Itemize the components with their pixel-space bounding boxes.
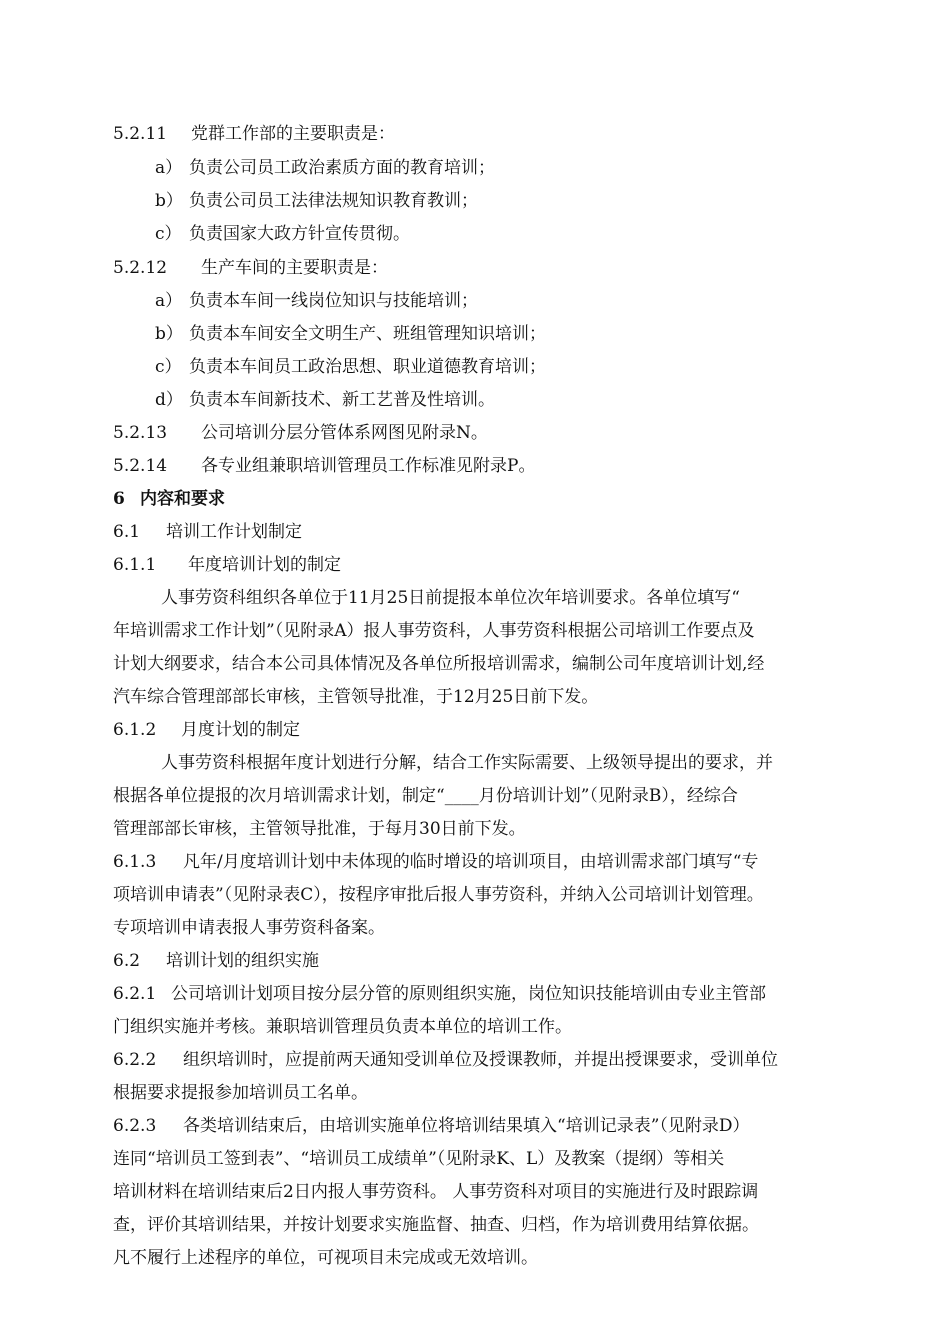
- list-item: [155, 388, 495, 412]
- clause-text: 各类培训结束后，由培训实施单位将培训结果填入“培训记录表”（见附录D）: [183, 1116, 750, 1136]
- list-text: 负责本车间新技术、新工艺普及性培训。: [189, 390, 495, 410]
- paragraph-line: 查，评价其培训结果，并按计划要求实施监督、抽查、归档，作为培训费用结算依据。: [113, 1215, 759, 1235]
- section-number: 6: [113, 489, 125, 509]
- paragraph-line: 门组织实施并考核。兼职培训管理员负责本单位的培训工作。: [113, 1017, 572, 1037]
- list-text: 负责本车间安全文明生产、班组管理知识培训；: [189, 324, 546, 344]
- section-title: 培训计划的组织实施: [166, 951, 319, 971]
- clause-text: 凡年/月度培训计划中未体现的临时增设的培训项目，由培训需求部门填写“专: [183, 852, 759, 872]
- paragraph-line: 连同“培训员工签到表”、“培训员工成绩单”（见附录K、L）及教案（提纲）等相关: [113, 1149, 725, 1169]
- paragraph-line: 项培训申请表”（见附录表C），按程序审批后报人事劳资科，并纳入公司培训计划管理。: [113, 885, 764, 905]
- clause-number: 5.2.11: [113, 124, 168, 144]
- paragraph-line: 根据要求提报参加培训员工名单。: [113, 1083, 368, 1103]
- section-heading-6-1-2: [113, 718, 300, 742]
- clause-number: 6.2.2: [113, 1050, 157, 1070]
- list-item: [155, 355, 546, 379]
- list-item: [155, 289, 478, 313]
- list-marker: b）: [155, 324, 183, 344]
- paragraph-line: 人事劳资科根据年度计划进行分解，结合工作实际需要、上级领导提出的要求，并: [161, 753, 773, 773]
- section-number: 6.1.2: [113, 720, 157, 740]
- section-title: 内容和要求: [140, 489, 225, 509]
- paragraph-line: 计划大纲要求，结合本公司具体情况及各单位所报培训需求，编制公司年度培训计划,经: [113, 654, 765, 674]
- section-number: 6.1.1: [113, 555, 157, 575]
- paragraph-line: 汽车综合管理部部长审核，主管领导批准，于12月25日前下发。: [113, 687, 599, 707]
- clause-number: 6.1.3: [113, 852, 157, 872]
- list-text: 负责公司员工法律法规知识教育教训；: [189, 191, 478, 211]
- clause-5-2-13: [113, 421, 488, 445]
- clause-text: 公司培训分层分管体系网图见附录N。: [201, 423, 488, 443]
- list-marker: c）: [155, 224, 182, 244]
- clause-number: 5.2.12: [113, 258, 168, 278]
- list-item: [155, 189, 478, 213]
- list-text: 负责本车间一线岗位知识与技能培训；: [189, 291, 478, 311]
- clause-6-2-2: [113, 1048, 778, 1072]
- clause-6-2-1: [113, 982, 766, 1006]
- paragraph-line: 管理部部长审核，主管领导批准，于每月30日前下发。: [113, 819, 526, 839]
- paragraph-line: 培训材料在培训结束后2日内报人事劳资科。 人事劳资科对项目的实施进行及时跟踪调: [113, 1182, 759, 1202]
- list-item: [155, 156, 495, 180]
- clause-5-2-14: [113, 454, 535, 478]
- paragraph-line: 专项培训申请表报人事劳资科备案。: [113, 918, 385, 938]
- list-text: 负责公司员工政治素质方面的教育培训；: [189, 158, 495, 178]
- clause-5-2-12: [113, 256, 388, 280]
- list-item: [155, 222, 410, 246]
- clause-6-2-3: [113, 1114, 750, 1138]
- clause-text: 各专业组兼职培训管理员工作标准见附录P。: [201, 456, 536, 476]
- paragraph-line: 年培训需求工作计划”（见附录A）报人事劳资科，人事劳资科根据公司培训工作要点及: [113, 621, 755, 641]
- section-number: 6.1: [113, 522, 141, 542]
- list-marker: b）: [155, 191, 183, 211]
- list-marker: a）: [155, 291, 183, 311]
- clause-6-1-3: [113, 850, 758, 874]
- paragraph-line: 人事劳资科组织各单位于11月25日前提报本单位次年培训要求。各单位填写“: [161, 588, 740, 608]
- clause-text: 党群工作部的主要职责是：: [191, 124, 395, 144]
- section-title: 月度计划的制定: [181, 720, 300, 740]
- list-marker: c）: [155, 357, 182, 377]
- clause-number: 5.2.13: [113, 423, 168, 443]
- list-text: 负责国家大政方针宣传贯彻。: [189, 224, 410, 244]
- paragraph-line: 凡不履行上述程序的单位，可视项目未完成或无效培训。: [113, 1248, 538, 1268]
- clause-5-2-11: [113, 122, 395, 146]
- section-heading-6-2: [113, 949, 319, 973]
- list-item: [155, 322, 546, 346]
- list-marker: a）: [155, 158, 183, 178]
- list-marker: d）: [155, 390, 183, 410]
- clause-number: 6.2.3: [113, 1116, 157, 1136]
- section-heading-6-1: [113, 520, 302, 544]
- clause-text: 公司培训计划项目按分层分管的原则组织实施，岗位知识技能培训由专业主管部: [171, 984, 766, 1004]
- clause-text: 生产车间的主要职责是：: [201, 258, 388, 278]
- list-text: 负责本车间员工政治思想、职业道德教育培训；: [189, 357, 546, 377]
- section-title: 年度培训计划的制定: [188, 555, 341, 575]
- clause-number: 5.2.14: [113, 456, 168, 476]
- clause-number: 6.2.1: [113, 984, 157, 1004]
- section-title: 培训工作计划制定: [166, 522, 302, 542]
- section-heading-6: [113, 487, 225, 511]
- paragraph-line: 根据各单位提报的次月培训需求计划，制定“____月份培训计划”（见附录B），经综合: [113, 786, 738, 806]
- section-heading-6-1-1: [113, 553, 341, 577]
- section-number: 6.2: [113, 951, 141, 971]
- clause-text: 组织培训时，应提前两天通知受训单位及授课教师，并提出授课要求，受训单位: [183, 1050, 778, 1070]
